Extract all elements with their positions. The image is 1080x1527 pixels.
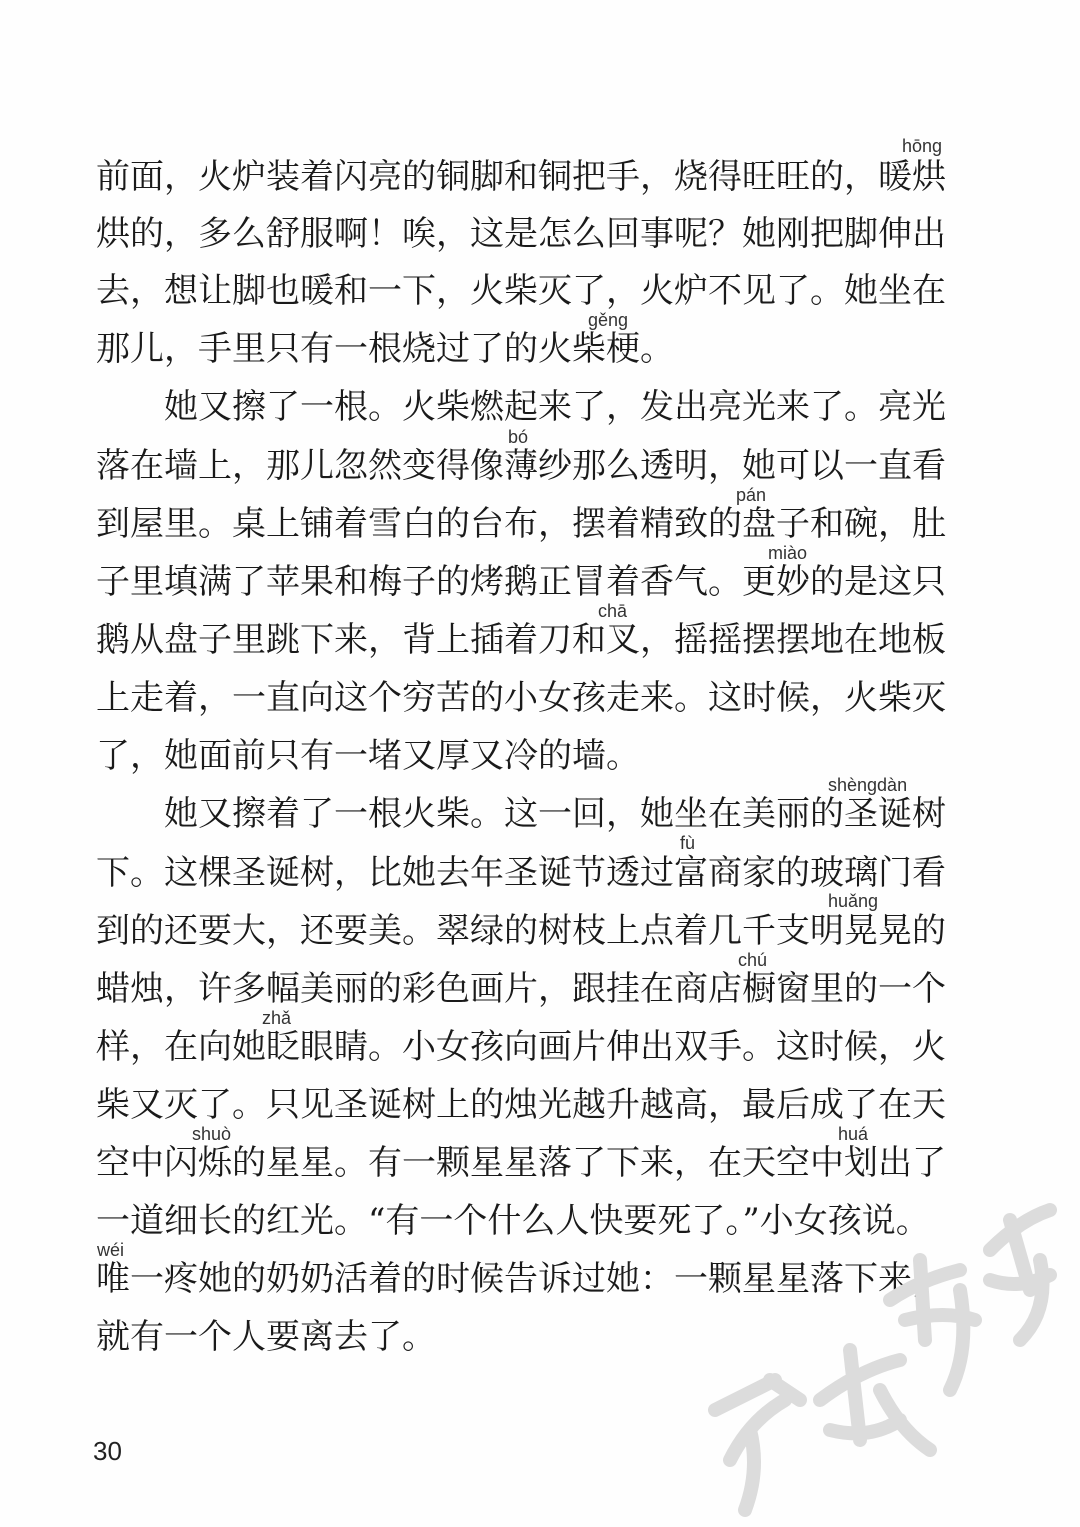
pinyin-annotation: miào (768, 543, 808, 563)
text-line: 落在墙上，那儿忽然变得像薄纱那么透明，她可以一直看 (96, 446, 946, 486)
pinyin-annotation: bó (508, 427, 529, 447)
text-line: 子里填满了苹果和梅子的烤鹅正冒着香气。更妙的是这只 (96, 562, 946, 602)
pinyin-annotation: shèngdàn (828, 775, 908, 795)
page-number: 30 (93, 1436, 122, 1466)
text-line: 烘的，多么舒服啊！唉，这是怎么回事呢？她刚把脚伸出 (96, 214, 946, 254)
pinyin-annotation: gěng (588, 310, 629, 330)
text-line: 唯一疼她的奶奶活着的时候告诉过她：一颗星星落下来， (96, 1259, 946, 1299)
text-line: 了，她面前只有一堵又厚又冷的墙。 (96, 736, 640, 776)
pinyin-annotation: shuò (192, 1124, 232, 1144)
pinyin-annotation: pán (736, 485, 767, 505)
text-line: 去，想让脚也暖和一下，火柴灭了，火炉不见了。她坐在 (96, 271, 946, 311)
watermark-logo (690, 1130, 1080, 1527)
pinyin-annotation: wéi (97, 1240, 125, 1260)
text-line: 那儿，手里只有一根烧过了的火柴梗。 (96, 329, 674, 369)
text-line: 一道细长的红光。“有一个什么人快要死了。”小女孩说。 (96, 1201, 930, 1241)
text-line: 到屋里。桌上铺着雪白的台布，摆着精致的盘子和碗，肚 (96, 504, 946, 544)
pinyin-annotation: huá (838, 1124, 869, 1144)
text-line: 蜡烛，许多幅美丽的彩色画片，跟挂在商店橱窗里的一个 (96, 969, 946, 1009)
pinyin-annotation: chú (738, 950, 768, 970)
text-line: 样，在向她眨眼睛。小女孩向画片伸出双手。这时候，火 (96, 1027, 946, 1067)
pinyin-annotation: fù (680, 833, 696, 853)
pinyin-annotation: chā (598, 601, 628, 621)
text-line: 上走着，一直向这个穷苦的小女孩走来。这时候，火柴灭 (96, 678, 946, 718)
pinyin-annotation: huǎng (828, 891, 879, 911)
text-line: 就有一个人要离去了。 (96, 1317, 436, 1357)
pinyin-annotation: zhǎ (262, 1008, 292, 1028)
pinyin-annotation: hōng (902, 136, 943, 156)
text-line: 柴又灭了。只见圣诞树上的烛光越升越高，最后成了在天 (96, 1085, 946, 1125)
text-line: 到的还要大，还要美。翠绿的树枝上点着几千支明晃晃的 (96, 911, 946, 951)
paragraph-first-line: 她又擦了一根。火柴燃起来了，发出亮光来了。亮光 (164, 387, 946, 427)
paragraph-first-line: 她又擦着了一根火柴。这一回，她坐在美丽的圣诞树 (164, 794, 946, 834)
text-line: 空中闪烁的星星。有一颗星星落了下来，在天空中划出了 (96, 1143, 946, 1183)
text-line: 下。这棵圣诞树，比她去年圣诞节透过富商家的玻璃门看 (96, 853, 946, 893)
text-line: 前面，火炉装着闪亮的铜脚和铜把手，烧得旺旺的，暖烘 (96, 157, 946, 197)
text-line: 鹅从盘子里跳下来，背上插着刀和叉，摇摇摆摆地在地板 (96, 620, 946, 660)
